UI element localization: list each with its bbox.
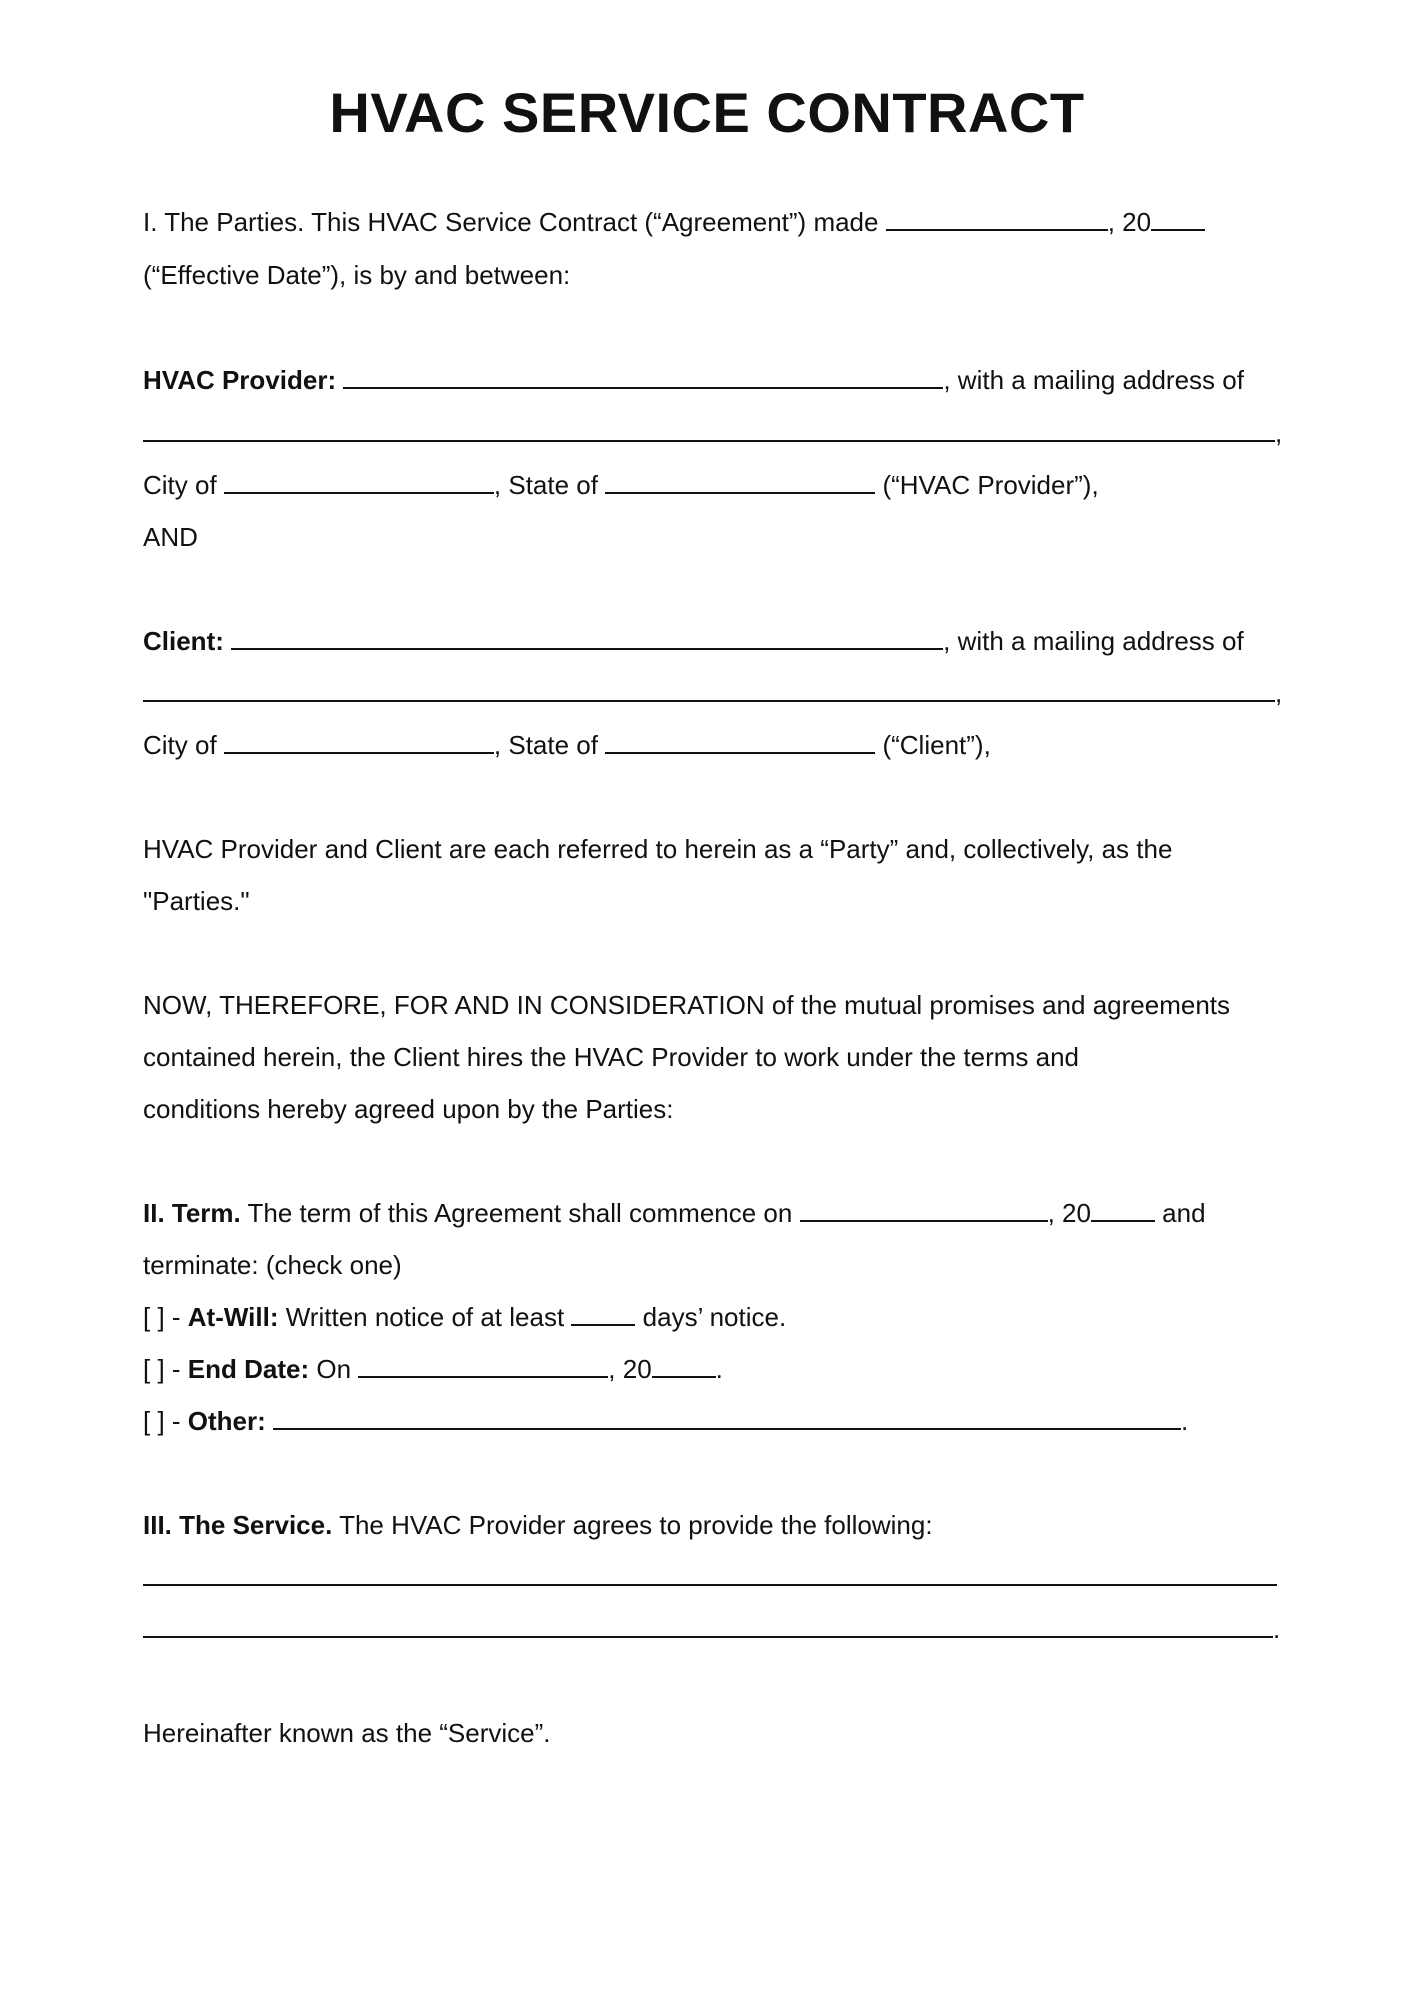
at-will-label: At-Will: <box>187 1302 279 1332</box>
service-text: The HVAC Provider agrees to provide the following: <box>332 1510 933 1540</box>
term-line-2: terminate: (check one) <box>143 1250 402 1280</box>
consideration-line-1: NOW, THEREFORE, FOR AND IN CONSIDERATION of the mutual promises and agreements <box>143 990 1230 1020</box>
client-label: Client: <box>143 626 224 656</box>
client-name-blank[interactable] <box>231 624 943 650</box>
other-checkbox[interactable]: [ ] - <box>143 1406 188 1436</box>
term-option-other <box>143 1404 1283 1438</box>
at-will-text: Written notice of at least <box>278 1302 565 1332</box>
provider-address-blank[interactable] <box>143 416 1275 442</box>
term-year-prefix: , 20 <box>1047 1198 1091 1228</box>
end-date-year-prefix: , 20 <box>608 1354 652 1384</box>
provider-state-label: , State of <box>493 470 598 500</box>
term-option-end-date <box>143 1352 1283 1386</box>
client-address-comma: , <box>1275 678 1283 708</box>
service-blank-line-1 <box>143 1560 1283 1594</box>
end-date-label: End Date: <box>187 1354 310 1384</box>
other-period: . <box>1181 1406 1189 1436</box>
client-address-blank[interactable] <box>143 676 1275 702</box>
service-description-blank-2[interactable] <box>143 1612 1273 1638</box>
end-date-period: . <box>715 1354 723 1384</box>
term-text: The term of this Agreement shall commence on <box>240 1198 793 1228</box>
client-city-state-line <box>143 728 1283 762</box>
client-state-blank[interactable] <box>605 728 875 754</box>
end-date-text: On <box>309 1354 352 1384</box>
hereinafter-line: Hereinafter known as the “Service”. <box>143 1718 551 1748</box>
collective-line-1: HVAC Provider and Client are each referred to herein as a “Party” and, collectively, as the <box>143 834 1173 864</box>
provider-mailing-text: , with a mailing address of <box>943 365 1244 395</box>
provider-name-blank[interactable] <box>343 363 943 389</box>
at-will-tail: days’ notice. <box>635 1302 787 1332</box>
client-line <box>143 624 1283 658</box>
consideration-line-2: contained herein, the Client hires the HVAC Provider to work under the terms and <box>143 1042 1079 1072</box>
notice-days-blank[interactable] <box>571 1300 635 1326</box>
client-state-label: , State of <box>493 730 598 760</box>
end-date-year-blank[interactable] <box>652 1352 716 1378</box>
provider-city-label: City of <box>143 470 217 500</box>
term-line <box>143 1196 1283 1230</box>
collective-line-2: "Parties." <box>143 886 250 916</box>
consideration-line-3: conditions hereby agreed upon by the Parties: <box>143 1094 674 1124</box>
parties-line-2: (“Effective Date”), is by and between: <box>143 260 571 290</box>
end-date-checkbox[interactable]: [ ] - <box>143 1354 188 1384</box>
term-start-date-blank[interactable] <box>800 1196 1048 1222</box>
agreement-year-blank[interactable] <box>1151 205 1205 231</box>
and-word: AND <box>143 522 198 552</box>
provider-address-line <box>143 416 1283 450</box>
document-title: HVAC SERVICE CONTRACT <box>329 81 1085 144</box>
provider-role: (“HVAC Provider”), <box>882 470 1099 500</box>
provider-line <box>143 363 1283 397</box>
client-mailing-text: , with a mailing address of <box>943 626 1244 656</box>
end-date-blank[interactable] <box>358 1352 608 1378</box>
parties-line-1 <box>143 205 1283 239</box>
year-prefix: , 20 <box>1107 207 1152 237</box>
at-will-checkbox[interactable]: [ ] - <box>143 1302 188 1332</box>
other-blank[interactable] <box>273 1404 1181 1430</box>
client-city-blank[interactable] <box>224 728 494 754</box>
service-period: . <box>1273 1614 1281 1644</box>
service-blank-line-2 <box>143 1612 1283 1646</box>
service-line <box>143 1508 1283 1542</box>
parties-intro: I. The Parties. This HVAC Service Contract (“Agreement”) made <box>143 207 879 237</box>
provider-label: HVAC Provider: <box>143 365 337 395</box>
term-and: and <box>1154 1198 1206 1228</box>
provider-city-blank[interactable] <box>224 468 494 494</box>
client-city-label: City of <box>143 730 217 760</box>
service-heading: III. The Service. <box>143 1510 333 1540</box>
agreement-date-blank[interactable] <box>886 205 1108 231</box>
service-description-blank-1[interactable] <box>143 1560 1277 1586</box>
client-address-line <box>143 676 1283 710</box>
provider-address-comma: , <box>1275 418 1283 448</box>
client-role: (“Client”), <box>882 730 991 760</box>
provider-city-state-line <box>143 468 1283 502</box>
provider-state-blank[interactable] <box>605 468 875 494</box>
term-option-at-will <box>143 1300 1283 1334</box>
term-heading: II. Term. <box>143 1198 241 1228</box>
other-label: Other: <box>187 1406 266 1436</box>
term-year-blank[interactable] <box>1091 1196 1155 1222</box>
